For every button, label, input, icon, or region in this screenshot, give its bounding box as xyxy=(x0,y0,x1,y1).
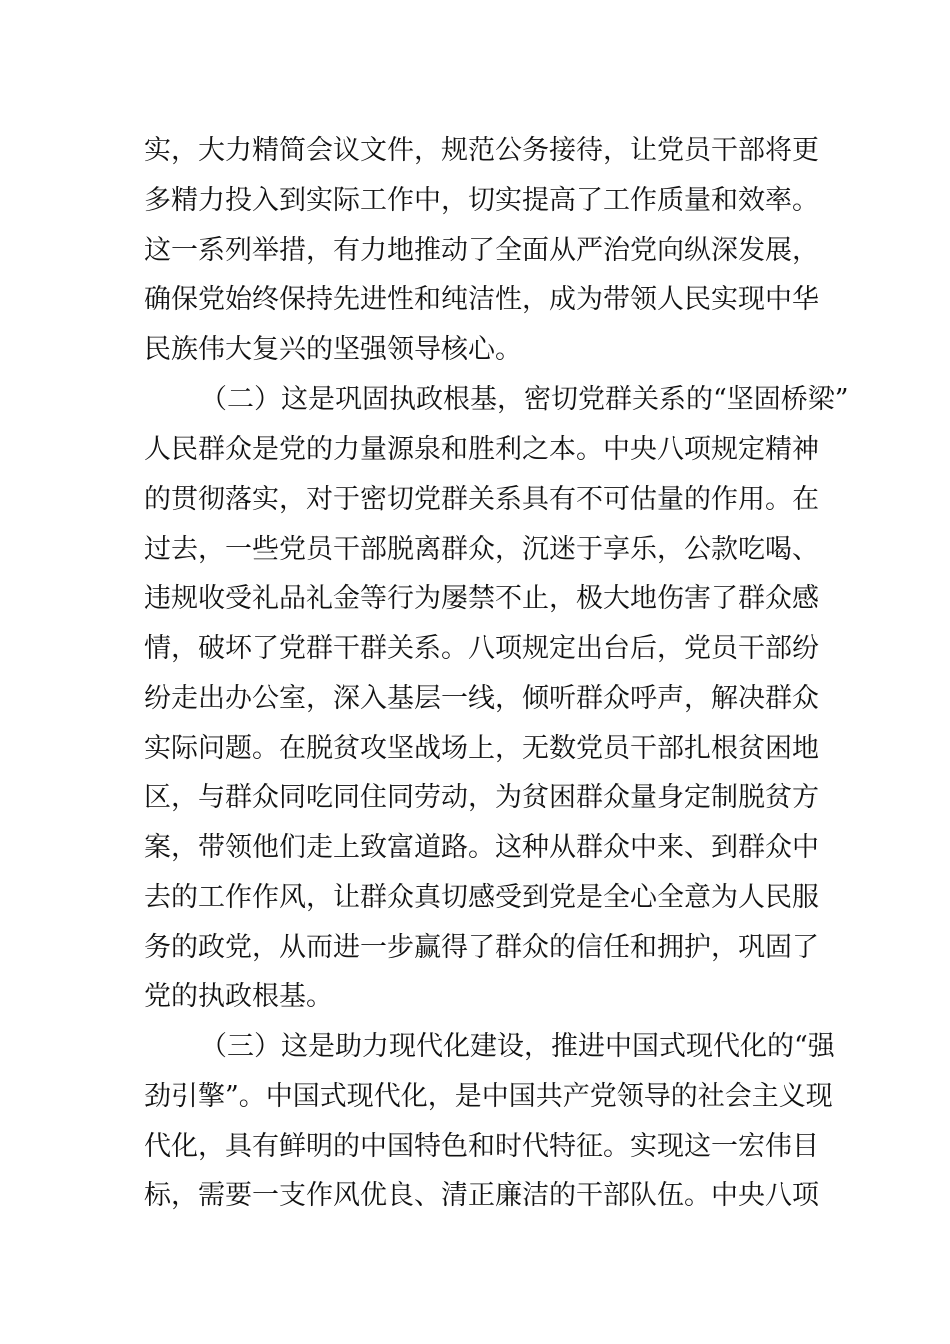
text-line: 代化，具有鲜明的中国特色和时代特征。实现这一宏伟目 xyxy=(144,1131,819,1162)
text-line: 标，需要一支作风优良、清正廉洁的干部队伍。中央八项 xyxy=(144,1180,819,1211)
section-heading: （二）这是巩固执政根基，密切党群关系的“坚固桥梁” xyxy=(200,384,849,415)
text-line: 劲引擎”。中国式现代化，是中国共产党领导的社会主义现 xyxy=(144,1081,833,1112)
text-line: 这一系列举措，有力地推动了全面从严治党向纵深发展， xyxy=(144,235,819,266)
text-line: 党的执政根基。 xyxy=(144,981,333,1012)
text-line: 实际问题。在脱贫攻坚战场上，无数党员干部扎根贫困地 xyxy=(144,733,819,764)
text-line: 人民群众是党的力量源泉和胜利之本。中央八项规定精神 xyxy=(144,434,819,465)
text-line: 案，带领他们走上致富道路。这种从群众中来、到群众中 xyxy=(144,832,819,863)
section-heading: （三）这是助力现代化建设，推进中国式现代化的“强 xyxy=(200,1031,835,1062)
text-line: 实，大力精简会议文件，规范公务接待，让党员干部将更 xyxy=(144,135,819,166)
text-line: 违规收受礼品礼金等行为屡禁不止，极大地伤害了群众感 xyxy=(144,583,819,614)
text-line: 情，破坏了党群干群关系。八项规定出台后，党员干部纷 xyxy=(144,633,819,664)
text-line: 区，与群众同吃同住同劳动，为贫困群众量身定制脱贫方 xyxy=(144,782,819,813)
text-line: 民族伟大复兴的坚强领导核心。 xyxy=(144,334,522,365)
text-line: 多精力投入到实际工作中，切实提高了工作质量和效率。 xyxy=(144,185,819,216)
text-line: 过去，一些党员干部脱离群众，沉迷于享乐，公款吃喝、 xyxy=(144,534,819,565)
text-line: 务的政党，从而进一步赢得了群众的信任和拥护，巩固了 xyxy=(144,932,819,963)
text-line: 去的工作作风，让群众真切感受到党是全心全意为人民服 xyxy=(144,882,819,913)
text-line: 纷走出办公室，深入基层一线，倾听群众呼声，解决群众 xyxy=(144,683,819,714)
text-line: 确保党始终保持先进性和纯洁性，成为带领人民实现中华 xyxy=(144,284,819,315)
text-line: 的贯彻落实，对于密切党群关系具有不可估量的作用。在 xyxy=(144,484,819,515)
